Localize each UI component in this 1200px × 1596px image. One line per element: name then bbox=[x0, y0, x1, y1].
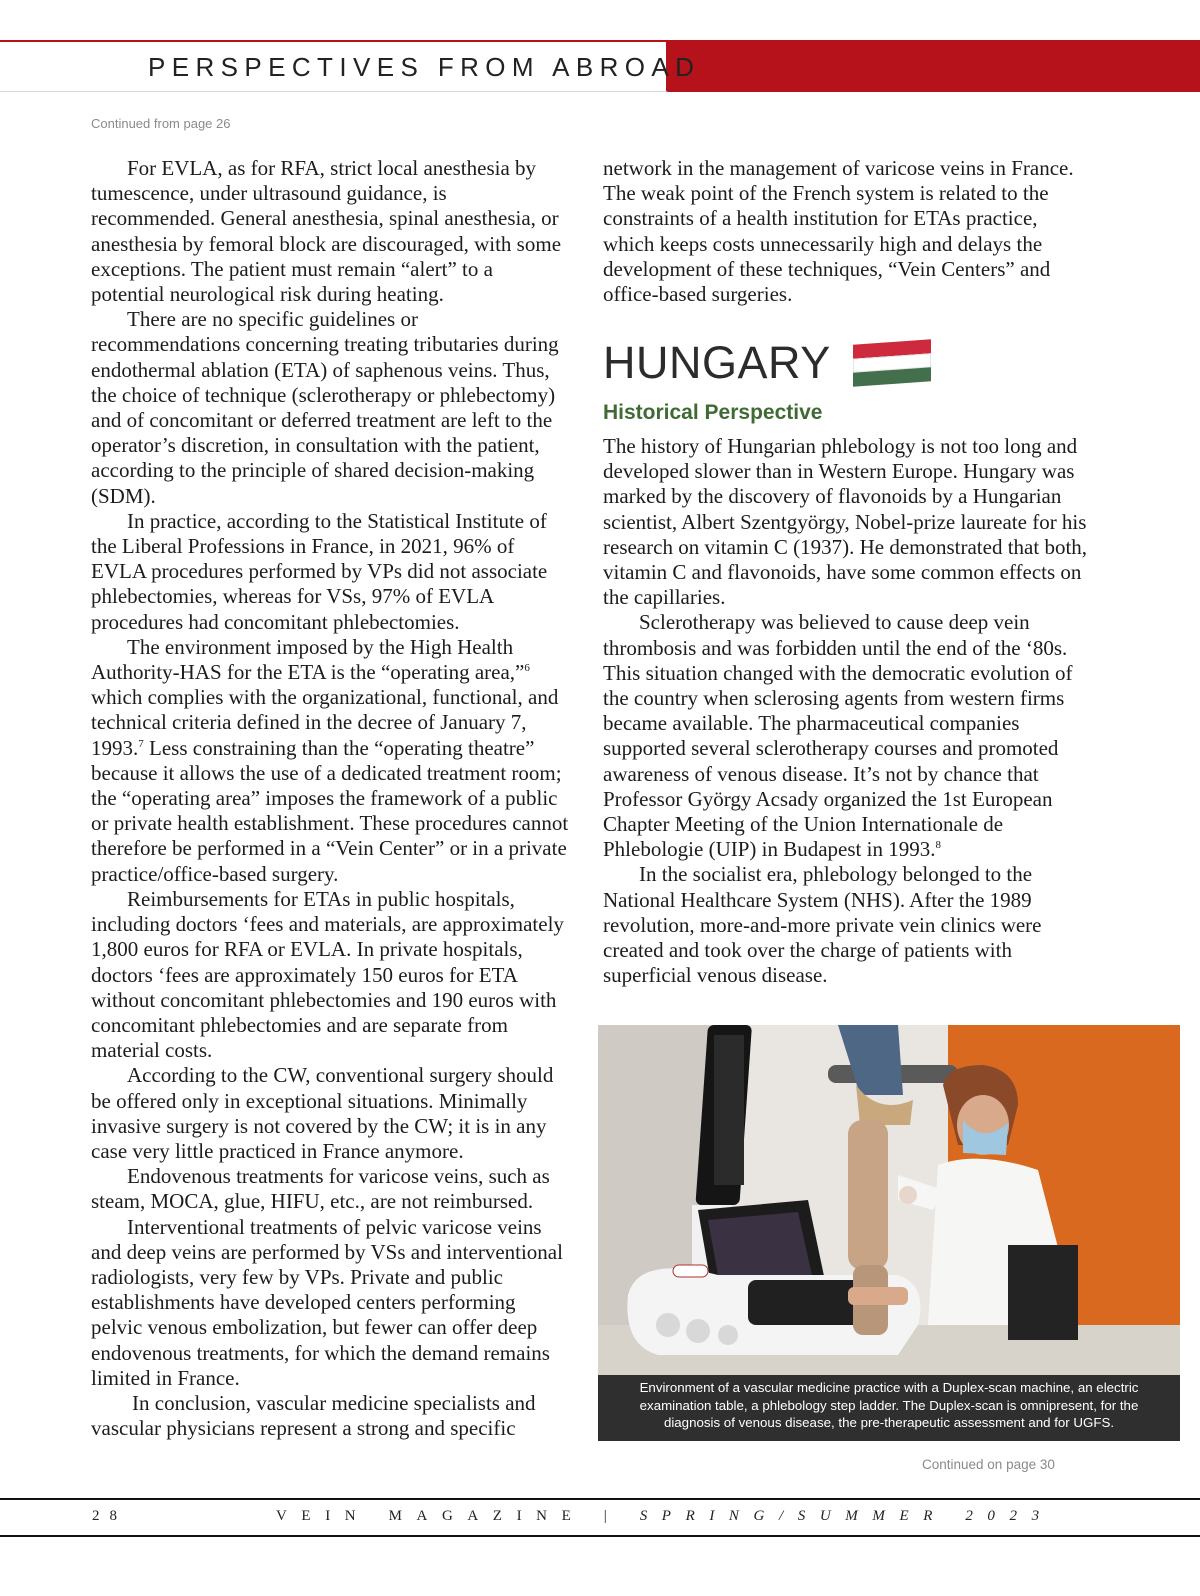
country-heading bbox=[603, 336, 931, 390]
paragraph: In conclusion, vascular medicine specialists and vascular physicians represent a strong and specific bbox=[91, 1390, 536, 1441]
paragraph: network in the management of varicose veins in France. The weak point of the French system is related to the constraints of a health institution for ETAs practice, which keeps costs unnecessarily high and delays the development of these techniques, “Vein Centers” and office-based surgeries. bbox=[603, 156, 1074, 307]
footer-masthead bbox=[276, 1508, 1054, 1525]
clinic-photo bbox=[598, 1025, 1180, 1441]
paragraph: There are no specific guidelines or recommendations concerning treating tributaries during endothermal ablation (ETA) of saphenous veins. Thus, the choice of technique (sclerotherapy or phlebectomy) and of concomitant or deferred treatment are left to the operator’s discretion, in consultation with the patient, according to the principle of shared decision-making (SDM). bbox=[91, 307, 559, 508]
continued-on: Continued on page 30 bbox=[922, 1457, 1055, 1472]
hungary-flag-icon bbox=[853, 339, 931, 386]
text-run: which complies with the organizational, functional, and technical criteria defined in the decree of January 7, 1993. bbox=[91, 685, 559, 760]
photo-caption: Environment of a vascular medicine practice with a Duplex-scan machine, an electric examination table, a phlebology step ladder. The Duplex-scan is omnipresent, for the diagnosis of venous disease, the pre-therapeutic assessment and for UGFS. bbox=[598, 1375, 1180, 1441]
paragraph bbox=[603, 610, 1091, 862]
magazine-name: VEIN MAGAZINE bbox=[276, 1508, 586, 1524]
footer-rule-bottom bbox=[0, 1535, 1200, 1537]
paragraph: Interventional treatments of pelvic varicose veins and deep veins are performed by VSs and interventional radiologists, very few by VPs. Private and public establishments have developed centers performing pelvic venous embolization, but fewer can offer deep endovenous treatments, for which the demand remains limited in France. bbox=[91, 1214, 563, 1390]
paragraph: Reimbursements for ETAs in public hospitals, including doctors ‘fees and materials, are approximately 1,800 euros for RFA or EVLA. In private hospitals, doctors ‘fees are approximately 150 euros for ETA without concomitant phlebectomies and 190 euros with concomitant phlebectomies and are separate from material costs. bbox=[91, 886, 564, 1063]
page-number: 28 bbox=[92, 1508, 127, 1524]
left-column bbox=[91, 156, 569, 1441]
paragraph: According to the CW, conventional surgery should be offered only in exceptional situations. Minimally invasive surgery is not covered by the CW; it is in any case very little practiced in France anymore. bbox=[91, 1063, 554, 1163]
text-run: Less constraining than the “operating theatre” because it allows the use of a dedicated treatment room; the “operating area” imposes the framework of a public or private health establishment. These procedures cannot therefore be performed in a “Vein Center” or in a private practice/office-based surgery. bbox=[91, 735, 569, 886]
footer-rule-top bbox=[0, 1498, 1200, 1500]
paragraph: For EVLA, as for RFA, strict local anesthesia by tumescence, under ultrasound guidance, is recommended. General anesthesia, spinal anesthesia, or anesthesia by femoral block are discouraged, with some exceptions. The patient must remain “alert” to a potential neurological risk during heating. bbox=[91, 156, 562, 307]
country-name: HUNGARY bbox=[603, 337, 831, 388]
right-column-top bbox=[603, 156, 1091, 307]
right-column-body bbox=[603, 434, 1091, 988]
paragraph: In the socialist era, phlebology belonged to the National Healthcare System (NHS). After the 1989 revolution, more-and-more private vein clinics were created and took over the charge of patients with superficial venous disease. bbox=[603, 862, 1042, 988]
footer-separator: | bbox=[603, 1508, 622, 1524]
paragraph: The history of Hungarian phlebology is not too long and developed slower than in Western Europe. Hungary was marked by the discovery of flavonoids by a Hungarian scientist, Albert Szentgyörgy, Nobel-prize laureate for his research on vitamin C (1937). He demonstrated that both, vitamin C and flavonoids, have some common effects on the capillaries. bbox=[603, 434, 1088, 610]
paragraph: Endovenous treatments for varicose veins, such as steam, MOCA, glue, HIFU, etc., are not reimbursed. bbox=[91, 1164, 550, 1214]
reference-6: 6 bbox=[524, 662, 530, 675]
paragraph: In practice, according to the Statistical Institute of the Liberal Professions in France, in 2021, 96% of EVLA procedures performed by VPs did not associate phlebectomies, whereas for VSs, 97% of EVLA procedures had concomitant phlebectomies. bbox=[91, 508, 548, 634]
header-accent-bar bbox=[668, 40, 1200, 92]
section-title: PERSPECTIVES FROM ABROAD bbox=[148, 52, 701, 82]
text-run: Sclerotherapy was believed to cause deep vein thrombosis and was forbidden until the end of the ‘80s. This situation changed with the democratic evolution of the country when sclerosing agents from western firms became available. The pharmaceutical companies supported several sclerotherapy courses and promoted awareness of venous disease. It’s not by chance that Professor György Acsady organized the 1st European Chapter Meeting of the Union Internationale de Phlebologie (UIP) in Budapest in 1993. bbox=[603, 610, 1073, 862]
continued-from: Continued from page 26 bbox=[91, 116, 231, 131]
reference-8: 8 bbox=[935, 839, 941, 852]
issue-label: SPRING/SUMMER 2023 bbox=[639, 1508, 1054, 1524]
subheading: Historical Perspective bbox=[603, 401, 823, 424]
text-run: The environment imposed by the High Health Authority-HAS for the ETA is the “operating area,” bbox=[91, 634, 525, 685]
paragraph bbox=[91, 635, 569, 887]
reference-7: 7 bbox=[138, 737, 144, 750]
clinic-scene-image bbox=[598, 1025, 1180, 1375]
